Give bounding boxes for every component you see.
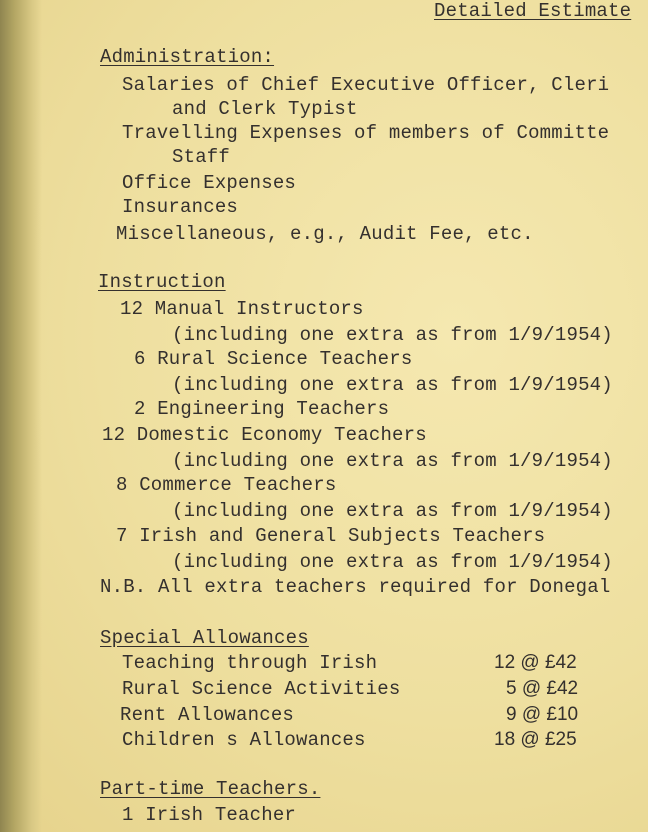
allowance-amount: 5 @ £42 [506, 678, 579, 699]
allowance-amount: 12 @ £42 [494, 652, 577, 673]
allowance-label: Children s Allowances [122, 729, 366, 751]
admin-item: Travelling Expenses of members of Committe [122, 122, 610, 144]
admin-item: Office Expenses [122, 172, 297, 194]
section-heading-instruction: Instruction [98, 271, 226, 293]
allowance-label: Rural Science Activities [122, 678, 401, 700]
admin-item: Miscellaneous, e.g., Audit Fee, etc. [116, 223, 534, 245]
admin-item: Insurances [122, 196, 239, 218]
admin-item: Staff [172, 146, 231, 168]
instruction-item: (including one extra as from 1/9/1954) [172, 324, 613, 346]
section-heading-part-time: Part-time Teachers. [100, 778, 321, 800]
instruction-item: (including one extra as from 1/9/1954) [172, 500, 613, 522]
instruction-item: 2 Engineering Teachers [134, 398, 390, 420]
allowance-amount: 9 @ £10 [506, 704, 579, 725]
page-title: Detailed Estimate [434, 0, 632, 22]
instruction-item: 8 Commerce Teachers [116, 474, 337, 496]
instruction-note: N.B. All extra teachers required for Donegal [100, 576, 611, 598]
admin-item: Salaries of Chief Executive Officer, Cleri [122, 74, 610, 96]
instruction-item: (including one extra as from 1/9/1954) [172, 551, 613, 573]
allowance-amount: 18 @ £25 [494, 729, 577, 750]
allowance-label: Rent Allowances [120, 704, 295, 726]
instruction-item: 7 Irish and General Subjects Teachers [116, 525, 546, 547]
instruction-item: 6 Rural Science Teachers [134, 348, 413, 370]
section-heading-special-allowances: Special Allowances [100, 627, 309, 649]
allowance-label: Teaching through Irish [122, 652, 378, 674]
instruction-item: 12 Manual Instructors [120, 298, 364, 320]
instruction-item: (including one extra as from 1/9/1954) [172, 374, 613, 396]
part-time-item: 1 Irish Teacher [122, 804, 297, 826]
instruction-item: (including one extra as from 1/9/1954) [172, 450, 613, 472]
instruction-item: 12 Domestic Economy Teachers [102, 424, 427, 446]
binding-shadow [0, 0, 42, 832]
section-heading-administration: Administration: [100, 46, 275, 68]
admin-item: and Clerk Typist [172, 98, 358, 120]
